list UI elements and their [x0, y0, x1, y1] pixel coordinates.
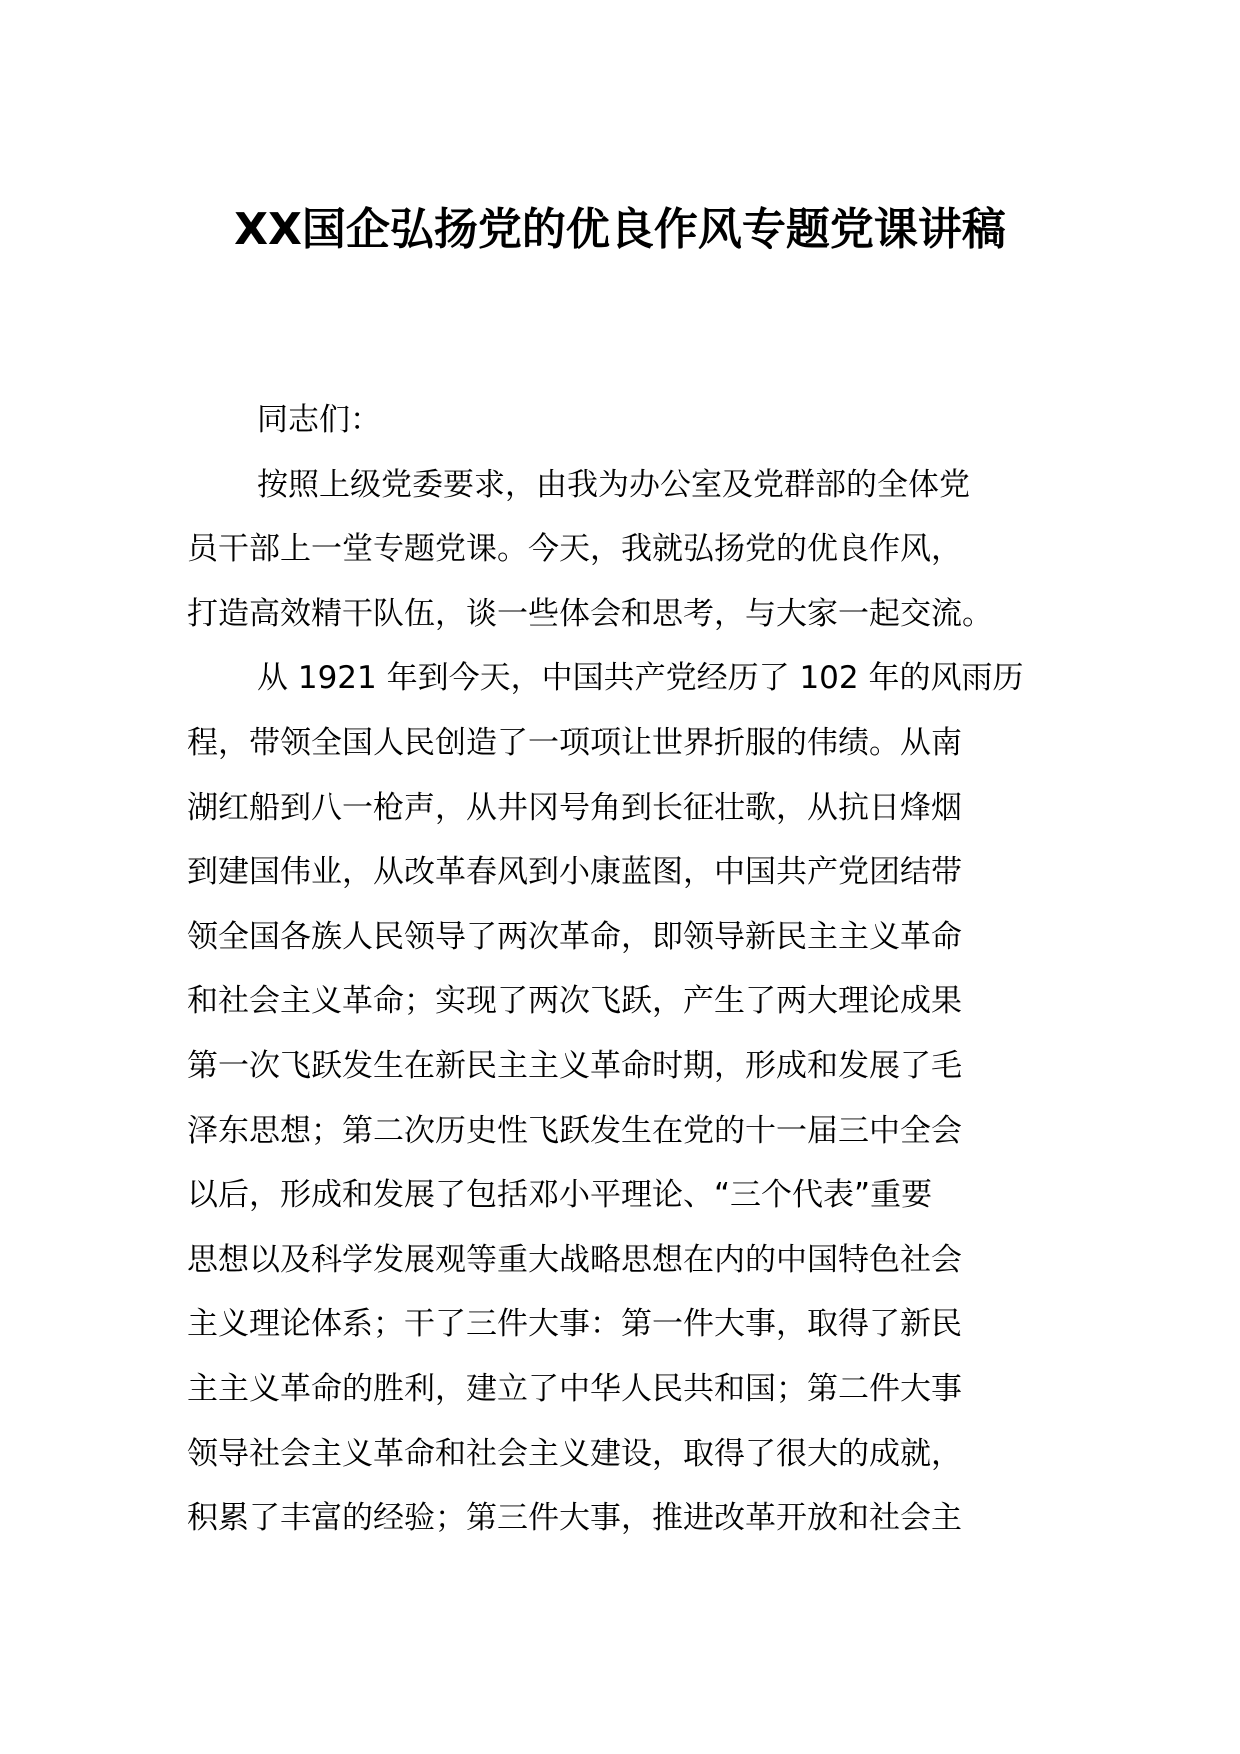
- body-line: 按照上级党委要求，由我为办公室及党群部的全体党: [257, 466, 970, 503]
- body-line: 员干部上一堂专题党课。今天，我就弘扬党的优良作风，: [187, 531, 962, 568]
- body-line: 到建国伟业，从改革春风到小康蓝图，中国共产党团结带: [187, 854, 962, 891]
- body-line: 积累了丰富的经验；第三件大事，推进改革开放和社会主: [187, 1500, 962, 1537]
- body-line: 湖红船到八一枪声，从井冈号角到长征壮歌，从抗日烽烟: [187, 789, 962, 826]
- document-title: XX国企弘扬党的优良作风专题党课讲稿: [234, 204, 1006, 255]
- body-line: 泽东思想；第二次历史性飞跃发生在党的十一届三中全会: [187, 1112, 962, 1149]
- body-line: 领全国各族人民领导了两次革命，即领导新民主主义革命: [187, 918, 962, 955]
- salutation: 同志们：: [257, 402, 381, 438]
- body-line: 思想以及科学发展观等重大战略思想在内的中国特色社会: [187, 1241, 962, 1278]
- body-line: 领导社会主义革命和社会主义建设，取得了很大的成就，: [187, 1435, 962, 1472]
- body-line: 和社会主义革命；实现了两次飞跃，产生了两大理论成果: [187, 983, 962, 1020]
- body-line: 从 1921 年到今天，中国共产党经历了 102 年的风雨历: [257, 660, 1024, 697]
- document-body: [187, 388, 1059, 1551]
- body-line: 主义理论体系；干了三件大事：第一件大事，取得了新民: [187, 1306, 962, 1343]
- body-line: 主主义革命的胜利，建立了中华人民共和国；第二件大事: [187, 1370, 962, 1407]
- body-line: 打造高效精干队伍，谈一些体会和思考，与大家一起交流。: [187, 595, 993, 632]
- body-line: 第一次飞跃发生在新民主主义革命时期，形成和发展了毛: [187, 1047, 962, 1084]
- body-line: 程，带领全国人民创造了一项项让世界折服的伟绩。从南: [187, 724, 962, 761]
- body-line: 以后，形成和发展了包括邓小平理论、“三个代表”重要: [187, 1177, 933, 1214]
